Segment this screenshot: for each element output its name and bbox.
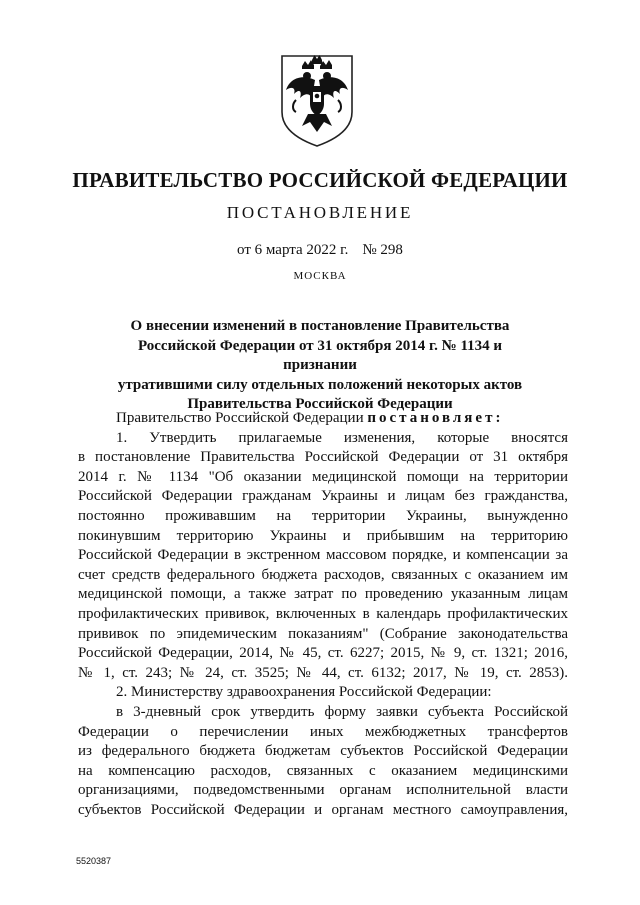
decree-city: МОСКВА: [293, 270, 347, 282]
intro-line: [78, 409, 568, 429]
decree-date: от 6 марта 2022 г.: [237, 242, 349, 258]
body-line: медицинской помощи, а также затрат по проведению указанным лицам: [78, 586, 568, 603]
body-line: в 3-дневный срок утвердить форму заявки субъекта Российской: [116, 703, 568, 720]
body-line: на компенсацию расходов, связанных с оказанием медицинскими: [78, 762, 568, 779]
decree-heading: [100, 317, 540, 415]
heading-line: Российской Федерации от 31 октября 2014 г. № 1134 и признании: [137, 337, 503, 373]
intro-verb: постановляет:: [367, 410, 504, 426]
heading-line: О внесении изменений в постановление Правительства: [130, 318, 510, 334]
body-line: в постановление Правительства Российской Федерации от 31 октября: [78, 449, 568, 466]
government-title: ПРАВИТЕЛЬСТВО РОССИЙСКОЙ ФЕДЕРАЦИИ: [72, 168, 568, 192]
body-line: счет средств федерального бюджета расходов, связанных с оказанием им: [78, 566, 568, 583]
intro-text: Правительство Российской Федерации: [116, 410, 364, 426]
body-lines: [78, 429, 568, 821]
body-line: постоянно проживавшим на территории Украины, вынужденно: [78, 507, 568, 524]
body-line: Российской Федерации гражданам Украины и лицам без гражданства,: [78, 488, 568, 505]
decree-date-line: [0, 242, 640, 259]
body-line: Федерации о перечислении иных межбюджетных трансфертов: [78, 723, 568, 740]
body-line: субъектов Российской Федерации и органам местного самоуправления,: [78, 801, 568, 818]
body-line: 1. Утвердить прилагаемые изменения, которые вносятся: [116, 429, 568, 446]
heading-line: утратившими силу отдельных положений некоторых актов: [117, 376, 523, 393]
body-line: 2. Министерству здравоохранения Российской Федерации:: [116, 684, 492, 701]
decree-number: № 298: [362, 242, 403, 258]
body-line: из федерального бюджета бюджетам субъектов Российской Федерации: [78, 743, 568, 760]
footer-code: 5520387: [76, 856, 112, 866]
body-line: профилактических прививок, включенных в календарь профилактических: [78, 605, 568, 622]
body-line: организациями, подведомственными органам исполнительной власти: [78, 782, 568, 799]
decree-body: [78, 409, 568, 820]
heading-line: Правительства Российской Федерации: [187, 396, 453, 412]
body-line: Российской Федерации, 2014, № 45, ст. 6227; 2015, № 9, ст. 1321; 2016,: [78, 645, 568, 662]
body-line: покинувшим территорию Украины и прибывшим на территорию: [78, 527, 568, 544]
body-line: № 1, ст. 243; № 24, ст. 3525; № 44, ст. 6132; 2017, № 19, ст. 2853).: [78, 664, 568, 681]
body-line: Российской Федерации в экстренном массовом порядке, и компенсации за: [78, 547, 568, 564]
document-type: ПОСТАНОВЛЕНИЕ: [226, 203, 414, 222]
coat-of-arms-icon: [272, 52, 362, 148]
body-line: прививок по эпидемическим показаниям" (Собрание законодательства: [78, 625, 568, 642]
body-line: 2014 г. № 1134 "Об оказании медицинской помощи на территории: [78, 468, 568, 485]
